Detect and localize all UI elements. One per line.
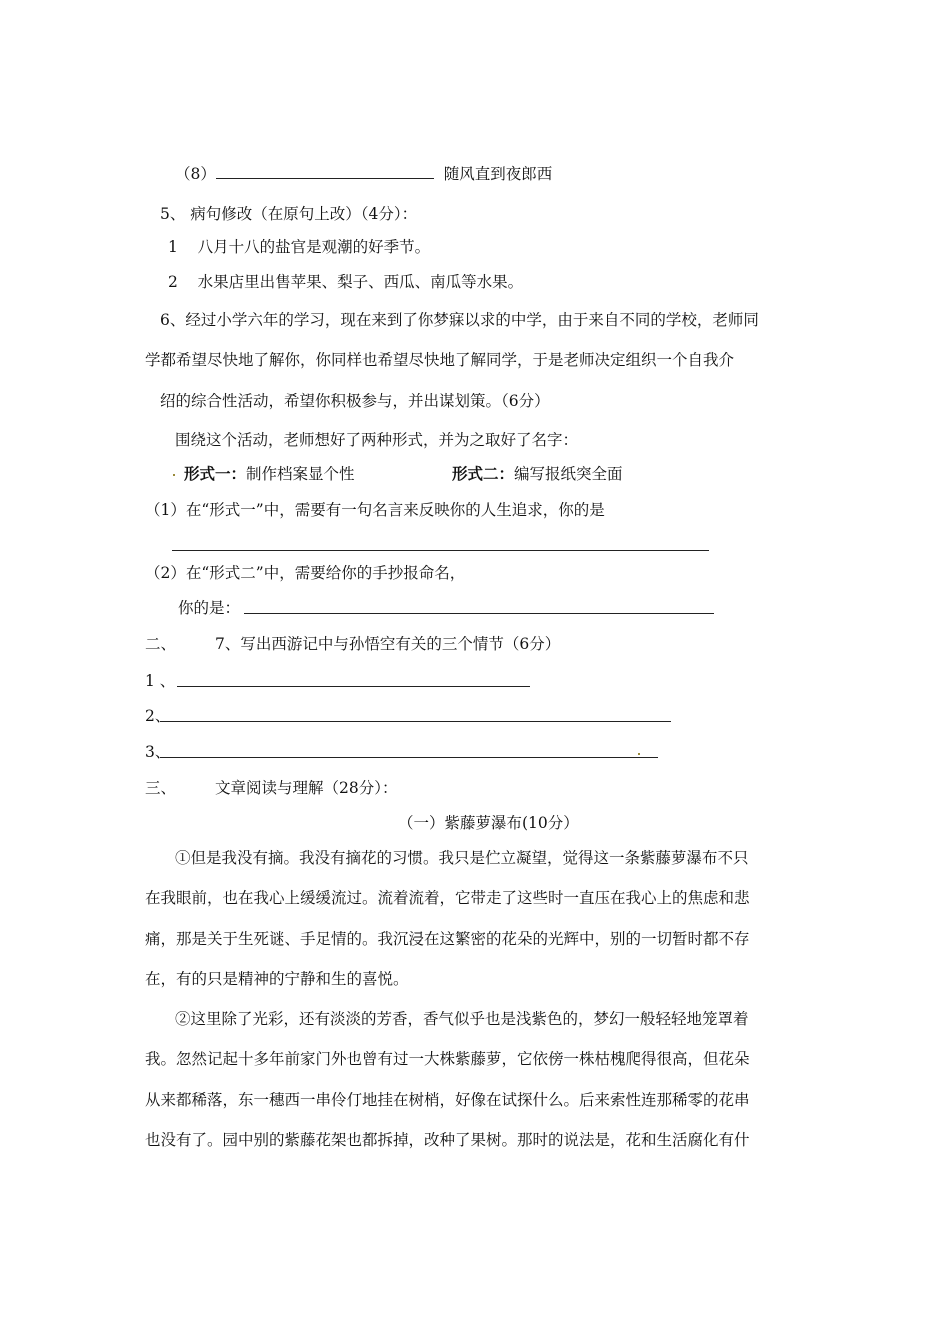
- q5-sentence-1: [168, 237, 430, 257]
- stray-mark: [173, 474, 175, 476]
- form-one-text: 制作档案显个性: [246, 465, 355, 483]
- plot-item-3: 3、: [145, 743, 171, 761]
- answer-line[interactable]: [160, 721, 671, 722]
- paragraph-1-line-3: 痛，那是关于生死谜、手足情的。我沉浸在这繁密的花朵的光辉中，别的一切暂时都不存: [145, 930, 750, 948]
- paragraph-2-line-4: 也没有了。园中别的紫藤花架也都拆掉，改种了果树。那时的说法是，花和生活腐化有什: [145, 1131, 750, 1149]
- paragraph-2-line-2: 我。忽然记起十多年前家门外也曾有过一大株紫藤萝，它依傍一株枯槐爬得很高，但花朵: [145, 1050, 750, 1068]
- answer-label: 你的是：: [178, 599, 241, 617]
- article-title: （一）紫藤萝瀑布(10分）: [398, 814, 579, 832]
- answer-line[interactable]: [160, 757, 658, 758]
- section-2-number: 二、: [145, 635, 177, 653]
- paragraph-1-line-1: ①但是我没有摘。我没有摘花的习惯。我只是伫立凝望，觉得这一条紫藤萝瀑布不只: [175, 849, 749, 867]
- form-two: [452, 464, 623, 484]
- section-3-number: 三、: [145, 779, 177, 797]
- sentence-text: 八月十八的盐官是观潮的好季节。: [197, 238, 431, 256]
- q6-line-3: 绍的综合性活动，希望你积极参与，并出谋划策。（6分）: [160, 392, 550, 410]
- q5-title: 5、 病句修改（在原句上改）（4分）：: [160, 205, 418, 223]
- form-one-label: 形式一：: [184, 464, 247, 483]
- paragraph-2-line-3: 从来都稀落，东一穗西一串伶仃地挂在树梢，好像在试探什么。后来索性连那稀零的花串: [145, 1091, 750, 1109]
- form-two-label: 形式二：: [452, 464, 515, 483]
- form-two-text: 编写报纸突全面: [514, 465, 623, 483]
- answer-blank[interactable]: [216, 164, 434, 179]
- q5-sentence-2: [168, 272, 523, 292]
- answer-line[interactable]: [172, 550, 709, 551]
- answer-line[interactable]: [244, 613, 714, 614]
- poem-line: 随风直到夜郎西: [443, 165, 553, 183]
- stray-mark: [638, 753, 640, 755]
- item-number: （8）: [175, 165, 216, 183]
- section-2-title: 7、写出西游记中与孙悟空有关的三个情节（6分）: [215, 635, 561, 653]
- q6-sub-1: （1）在“形式一”中，需要有一句名言来反映你的人生追求，你的是: [145, 501, 605, 519]
- q6-line-2: 学都希望尽快地了解你，你同样也希望尽快地了解同学，于是老师决定组织一个自我介: [145, 351, 735, 369]
- form-one: [184, 464, 355, 484]
- paragraph-1-line-4: 在，有的只是精神的宁静和生的喜悦。: [145, 970, 409, 988]
- q6-line-1: 6、经过小学六年的学习，现在来到了你梦寐以求的中学，由于来自不同的学校，老师同: [160, 311, 759, 329]
- plot-item-2: 2、: [145, 707, 171, 725]
- section-3-title: 文章阅读与理解（28分）：: [215, 779, 398, 797]
- plot-item-1: 1 、: [145, 672, 176, 690]
- q6-sub-2-answer: [178, 598, 240, 618]
- paragraph-1-line-2: 在我眼前，也在我心上缓缓流过。流着流着，它带走了这些时一直压在我心上的焦虑和悲: [145, 889, 750, 907]
- sentence-number: 1: [168, 238, 178, 256]
- q6-sub-2: （2）在“形式二”中，需要给你的手抄报命名，: [145, 564, 466, 582]
- poem-blank-item-8: [175, 164, 552, 184]
- sentence-number: 2: [168, 273, 178, 291]
- answer-line[interactable]: [177, 686, 530, 687]
- q6-intro: 围绕这个活动，老师想好了两种形式，并为之取好了名字：: [175, 431, 579, 449]
- paragraph-2-line-1: ②这里除了光彩，还有淡淡的芳香，香气似乎也是浅紫色的，梦幻一般轻轻地笼罩着: [175, 1010, 749, 1028]
- sentence-text: 水果店里出售苹果、梨子、西瓜、南瓜等水果。: [197, 273, 524, 291]
